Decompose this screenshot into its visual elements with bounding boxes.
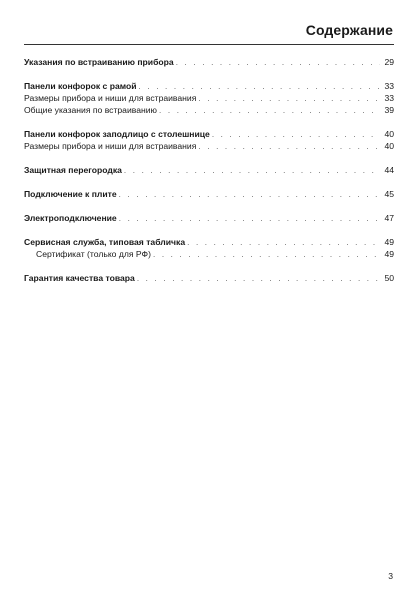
- header-divider: [24, 44, 394, 45]
- section-gap: [24, 224, 394, 236]
- table-of-contents: [24, 56, 394, 284]
- toc-entry-page: 44: [384, 165, 394, 175]
- toc-entry-flush-hobs[interactable]: [24, 128, 394, 140]
- toc-entry-protective-partition[interactable]: [24, 164, 394, 176]
- toc-entry-dimensions-framed[interactable]: [24, 92, 394, 104]
- toc-entry-label: Подключение к плите: [24, 189, 117, 199]
- toc-entry-label: Панели конфорок с рамой: [24, 81, 137, 91]
- section-gap: [24, 200, 394, 212]
- toc-entry-page: 40: [384, 129, 394, 139]
- toc-entry-label: Гарантия качества товара: [24, 273, 135, 283]
- toc-leader-dots: [119, 213, 380, 225]
- toc-entry-page: 47: [384, 213, 394, 223]
- toc-entry-label: Сертификат (только для РФ): [36, 249, 151, 259]
- toc-leader-dots: [212, 129, 380, 141]
- toc-entry-label: Общие указания по встраиванию: [24, 105, 158, 115]
- toc-entry-page: 29: [384, 57, 394, 67]
- toc-entry-page: 49: [384, 237, 394, 247]
- toc-leader-dots: [198, 141, 380, 153]
- toc-entry-label: Защитная перегородка: [24, 165, 122, 175]
- toc-entry-service-data-plate[interactable]: [24, 236, 394, 248]
- toc-entry-oven-connection[interactable]: [24, 188, 394, 200]
- toc-entry-dimensions-flush[interactable]: [24, 140, 394, 152]
- toc-leader-dots: [124, 165, 380, 177]
- toc-entry-general-installation[interactable]: [24, 104, 394, 116]
- toc-entry-page: 45: [384, 189, 394, 199]
- toc-entry-page: 40: [384, 141, 394, 151]
- toc-entry-label: Размеры прибора и ниши для встраивания: [24, 93, 197, 103]
- toc-entry-page: 33: [384, 93, 394, 103]
- section-gap: [24, 176, 394, 188]
- toc-entry-label: Сервисная служба, типовая табличка: [24, 237, 186, 247]
- toc-entry-label: Панели конфорок заподлицо с столешнице: [24, 129, 210, 139]
- toc-entry-warranty[interactable]: [24, 272, 394, 284]
- toc-entry-certificate[interactable]: [24, 248, 394, 260]
- toc-entry-label: Указания по встраиванию прибора: [24, 57, 174, 67]
- toc-entry-page: 49: [384, 249, 394, 259]
- toc-entry-page: 39: [384, 105, 394, 115]
- toc-leader-dots: [137, 273, 380, 285]
- toc-entry-label: Размеры прибора и ниши для встраивания: [24, 141, 197, 151]
- toc-entry-label: Электроподключение: [24, 213, 117, 223]
- page-number: 3: [388, 571, 393, 581]
- section-gap: [24, 68, 394, 80]
- toc-entry-page: 50: [384, 273, 394, 283]
- toc-leader-dots: [119, 189, 380, 201]
- toc-leader-dots: [187, 237, 380, 249]
- toc-leader-dots: [176, 57, 380, 69]
- toc-leader-dots: [198, 93, 380, 105]
- toc-entry-framed-hobs[interactable]: [24, 80, 394, 92]
- toc-entry-installation-instructions[interactable]: [24, 56, 394, 68]
- page-title: Содержание: [305, 22, 393, 38]
- toc-entry-electrical-connection[interactable]: [24, 212, 394, 224]
- section-gap: [24, 260, 394, 272]
- section-gap: [24, 116, 394, 128]
- toc-entry-page: 33: [384, 81, 394, 91]
- toc-leader-dots: [159, 105, 380, 117]
- section-gap: [24, 152, 394, 164]
- toc-leader-dots: [153, 249, 380, 261]
